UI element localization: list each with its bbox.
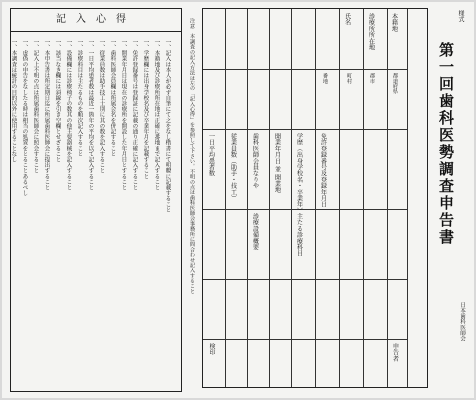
question-1: 免許登録番号及登録年月日: [319, 133, 327, 208]
instruction-item: 一、設備欄には診療椅子の数其の他主要器械を記入すること: [65, 39, 72, 191]
question-3: 開業年月日 並 開業地: [273, 133, 281, 193]
question-8: 診療設備概要: [251, 213, 259, 251]
instruction-item: 一、本調査は統計の目的以外に使用することなし: [10, 39, 17, 163]
sub-town: 町村: [345, 73, 352, 84]
instruction-item: 一、記入は本人が必ず自筆にて之をなし楷書にて明瞭に記載すること: [164, 39, 171, 213]
instruction-item: 一、本申告書は所定期日迄に所属歯科医師会に提出すること: [43, 39, 50, 191]
sub-prefecture: 都道府県: [391, 73, 398, 94]
instruction-item: 一、一日平均患者数は最近一箇年の平均を以て記入すること: [87, 39, 94, 191]
instruction-item: 一、該当なき欄には斜線を引き空欄とせざること: [54, 39, 61, 163]
note-text: 注意 本調査の記入方法は左の「記入心得」を参照して下さい。不明の点は歯科医師会事務所に問合わせ記入すること: [188, 18, 195, 294]
question-4: 歯科医師会員なりや: [251, 133, 259, 189]
instructions-panel: [10, 8, 182, 392]
instruction-item: 一、免許登録番号は登録証に記載の通り正確に記入すること: [131, 39, 138, 191]
sub-number: 番地: [321, 73, 328, 84]
instruction-item: 一、開業年月日は現在の診療所を開設した年月日とすること: [120, 39, 127, 191]
instruction-item: 一、虚偽の申告をなしたる時は相当の処置をとることあるべし: [21, 39, 28, 196]
instruction-item: 一、歯科医師会員欄は所属会名を併記すること: [109, 39, 116, 157]
organization-name: 日本歯科医師会: [459, 302, 465, 342]
question-2: 学歴（出身学校名・卒業年）: [295, 133, 303, 214]
label-clinic-address: 診療所所在地: [367, 13, 375, 51]
question-6: 一日平均患者数: [207, 133, 215, 177]
instruction-item: 一、記入上不明の点は所属歯科医師会に照会すること: [32, 39, 39, 174]
stamp-label: 検印: [208, 343, 215, 355]
label-name: 氏名: [343, 13, 351, 26]
survey-form-grid: [202, 8, 428, 388]
instruction-item: 一、学歴欄には出身学校名及び卒業年月を記載すること: [142, 39, 149, 179]
question-7: 主たる診療科目: [295, 213, 303, 257]
form-mark: 様式: [457, 10, 464, 22]
survey-sheet: [2, 2, 474, 398]
instruction-item: 一、従業員数は助手技工士別に其の数を記入すること: [98, 39, 105, 174]
note-column: [188, 8, 200, 392]
sub-county: 郡市: [368, 73, 375, 84]
instruction-item: 一、本籍地及び診療所所在地は正確に番地まで記入すること: [153, 39, 160, 191]
instruction-item: 一、診療科目は主たるものを順次記入すること: [76, 39, 83, 157]
document-title: 第一回歯科医勢調査申告書: [437, 42, 455, 246]
label-domicile: 本籍地: [390, 13, 398, 32]
instructions-title: 記入心得: [11, 9, 181, 32]
question-5: 従業員数（助手・技工）: [229, 133, 237, 202]
reporter-label: 申告者: [391, 343, 399, 362]
